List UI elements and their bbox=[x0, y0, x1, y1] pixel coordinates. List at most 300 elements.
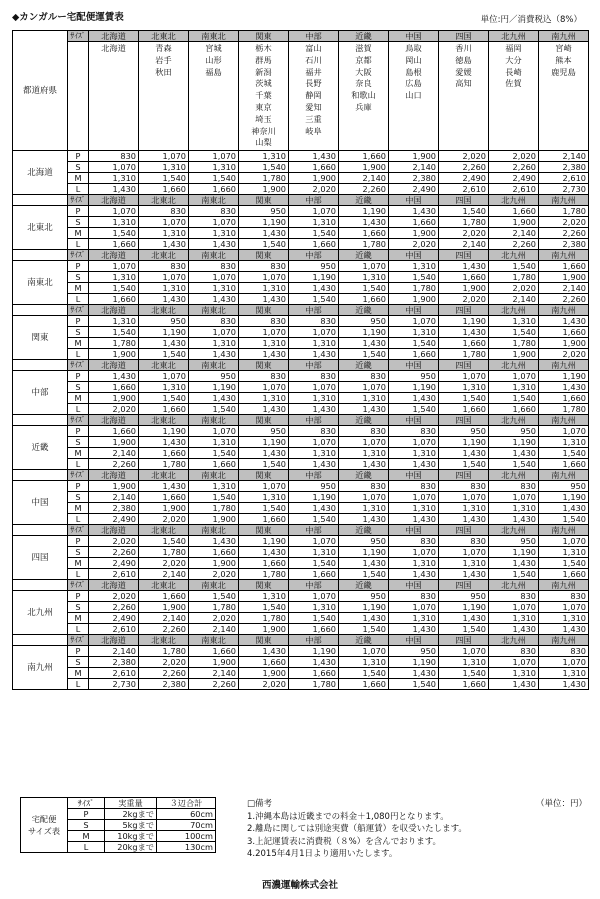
rate-cell: 1,070 bbox=[489, 492, 539, 503]
rate-cell: 1,310 bbox=[439, 382, 489, 393]
rate-cell: 1,310 bbox=[389, 448, 439, 459]
rate-cell: 1,190 bbox=[339, 206, 389, 217]
rate-cell: 1,310 bbox=[539, 547, 589, 558]
header-row bbox=[13, 580, 589, 591]
rate-cell: 1,310 bbox=[389, 613, 439, 624]
rate-cell: 1,540 bbox=[139, 349, 189, 360]
rate-cell: 1,430 bbox=[539, 382, 589, 393]
prefecture-name: 愛知 bbox=[305, 101, 322, 112]
blank-cell bbox=[68, 42, 89, 151]
rate-cell: 950 bbox=[189, 371, 239, 382]
rate-cell: 1,070 bbox=[239, 272, 289, 283]
destination-header: 関東 bbox=[239, 360, 289, 371]
rate-cell: 1,430 bbox=[339, 217, 389, 228]
destination-header: 北九州 bbox=[489, 580, 539, 591]
rate-cell: 1,780 bbox=[539, 404, 589, 415]
rate-cell: 1,430 bbox=[439, 613, 489, 624]
rate-cell: 950 bbox=[439, 426, 489, 437]
prefecture-name: 岐阜 bbox=[305, 125, 322, 136]
rate-cell: 1,660 bbox=[539, 459, 589, 470]
rate-cell: 1,190 bbox=[239, 536, 289, 547]
destination-header: 北九州 bbox=[489, 250, 539, 261]
size-code: M bbox=[68, 613, 89, 624]
size-code: M bbox=[68, 228, 89, 239]
rate-cell: 1,070 bbox=[289, 327, 339, 338]
rate-cell: 1,660 bbox=[339, 294, 389, 305]
rate-cell: 830 bbox=[189, 316, 239, 327]
rate-cell: 1,310 bbox=[289, 602, 339, 613]
rate-cell: 1,070 bbox=[289, 591, 339, 602]
size-code: L bbox=[68, 404, 89, 415]
rate-cell: 2,020 bbox=[139, 558, 189, 569]
prefecture-name: 熊本 bbox=[555, 54, 572, 65]
origin-name: 近畿 bbox=[13, 426, 68, 470]
prefecture-name: 山梨 bbox=[255, 137, 272, 148]
rate-cell: 1,310 bbox=[489, 503, 539, 514]
rate-row bbox=[13, 591, 589, 602]
rate-cell: 1,070 bbox=[539, 657, 589, 668]
destination-header: 四国 bbox=[439, 415, 489, 426]
rate-cell: 1,190 bbox=[139, 327, 189, 338]
rate-row bbox=[13, 437, 589, 448]
header-row bbox=[13, 250, 589, 261]
rate-cell: 1,540 bbox=[339, 624, 389, 635]
rate-cell: 1,430 bbox=[289, 459, 339, 470]
destination-header: 関東 bbox=[239, 305, 289, 316]
rate-cell: 950 bbox=[539, 481, 589, 492]
rate-cell: 1,430 bbox=[339, 404, 389, 415]
rate-row bbox=[13, 679, 589, 690]
rate-cell: 1,310 bbox=[389, 558, 439, 569]
rate-cell: 2,380 bbox=[139, 679, 189, 690]
prefecture-name: 福井 bbox=[305, 66, 322, 77]
rate-cell: 2,140 bbox=[89, 646, 139, 657]
rate-cell: 1,070 bbox=[139, 217, 189, 228]
destination-header: 中部 bbox=[289, 470, 339, 481]
destination-header: 近畿 bbox=[339, 360, 389, 371]
origin-name: 中部 bbox=[13, 371, 68, 415]
rate-row bbox=[13, 558, 589, 569]
rate-cell: 1,430 bbox=[239, 228, 289, 239]
rate-cell: 1,540 bbox=[539, 448, 589, 459]
rate-cell: 1,310 bbox=[339, 657, 389, 668]
size-code: L bbox=[68, 184, 89, 195]
rate-cell: 1,430 bbox=[489, 514, 539, 525]
rate-cell: 1,430 bbox=[139, 294, 189, 305]
rate-row bbox=[13, 503, 589, 514]
rate-cell: 830 bbox=[539, 591, 589, 602]
rate-cell: 2,610 bbox=[539, 173, 589, 184]
rate-cell: 1,430 bbox=[289, 283, 339, 294]
rate-cell: 1,190 bbox=[389, 382, 439, 393]
rate-cell: 1,310 bbox=[139, 382, 189, 393]
rate-cell: 1,540 bbox=[139, 536, 189, 547]
rate-cell: 1,540 bbox=[189, 448, 239, 459]
destination-header: 中部 bbox=[289, 525, 339, 536]
rate-cell: 1,780 bbox=[439, 349, 489, 360]
rate-cell: 2,140 bbox=[539, 283, 589, 294]
rate-cell: 1,540 bbox=[539, 514, 589, 525]
rate-cell: 2,490 bbox=[489, 173, 539, 184]
destination-header: 北九州 bbox=[489, 305, 539, 316]
size-code: S bbox=[68, 272, 89, 283]
rate-cell: 1,540 bbox=[139, 173, 189, 184]
header-row bbox=[13, 635, 589, 646]
destination-header: 中国 bbox=[389, 305, 439, 316]
blank-cell bbox=[13, 470, 68, 481]
size-code: L bbox=[68, 679, 89, 690]
size-code: M bbox=[68, 558, 89, 569]
rate-cell: 1,780 bbox=[89, 338, 139, 349]
rate-cell: 1,430 bbox=[289, 349, 339, 360]
rate-cell: 950 bbox=[239, 426, 289, 437]
rate-cell: 1,540 bbox=[89, 327, 139, 338]
rate-cell: 1,780 bbox=[139, 547, 189, 558]
rate-row bbox=[13, 536, 589, 547]
size-code: P bbox=[68, 646, 89, 657]
rate-cell: 1,190 bbox=[339, 547, 389, 558]
rate-cell: 1,540 bbox=[439, 459, 489, 470]
rate-cell: 1,540 bbox=[339, 283, 389, 294]
size-table-cell: 10kgまで bbox=[105, 831, 157, 842]
destination-header: 北海道 bbox=[89, 470, 139, 481]
prefecture-name: 茨城 bbox=[255, 78, 272, 89]
rate-cell: 2,730 bbox=[539, 184, 589, 195]
prefecture-name: 石川 bbox=[305, 54, 322, 65]
rate-cell: 1,540 bbox=[289, 558, 339, 569]
rate-cell: 1,310 bbox=[289, 393, 339, 404]
rate-cell: 1,540 bbox=[289, 613, 339, 624]
rate-cell: 830 bbox=[389, 536, 439, 547]
rate-cell: 1,540 bbox=[189, 591, 239, 602]
prefecture-list bbox=[489, 42, 539, 151]
rate-cell: 1,540 bbox=[439, 668, 489, 679]
rate-cell: 1,430 bbox=[539, 624, 589, 635]
size-code: P bbox=[68, 536, 89, 547]
notes bbox=[247, 798, 587, 861]
header-row bbox=[13, 305, 589, 316]
rate-cell: 1,310 bbox=[89, 217, 139, 228]
blank-cell bbox=[13, 415, 68, 426]
destination-header: 北東北 bbox=[139, 305, 189, 316]
rate-cell: 1,780 bbox=[189, 503, 239, 514]
rate-cell: 1,430 bbox=[489, 448, 539, 459]
destination-header: 四国 bbox=[439, 635, 489, 646]
rate-cell: 1,660 bbox=[89, 426, 139, 437]
destination-header: 中部 bbox=[289, 305, 339, 316]
rate-cell: 1,190 bbox=[439, 602, 489, 613]
rate-cell: 2,140 bbox=[389, 162, 439, 173]
rate-row bbox=[13, 272, 589, 283]
destination-header: 関東 bbox=[239, 31, 289, 42]
rate-cell: 1,430 bbox=[339, 338, 389, 349]
rate-cell: 1,430 bbox=[439, 514, 489, 525]
rate-cell: 1,430 bbox=[439, 261, 489, 272]
header-row bbox=[13, 31, 589, 42]
rate-cell: 1,430 bbox=[239, 294, 289, 305]
rate-cell: 1,900 bbox=[89, 393, 139, 404]
rate-cell: 1,780 bbox=[189, 602, 239, 613]
rate-cell: 1,660 bbox=[239, 558, 289, 569]
rate-cell: 1,190 bbox=[539, 371, 589, 382]
prefecture-name: 青森 bbox=[155, 43, 172, 53]
size-code: M bbox=[68, 393, 89, 404]
rate-cell: 830 bbox=[489, 646, 539, 657]
rate-cell: 2,020 bbox=[89, 591, 139, 602]
prefecture-name: 徳島 bbox=[455, 54, 472, 65]
rate-cell: 2,610 bbox=[489, 184, 539, 195]
rate-cell: 1,540 bbox=[189, 404, 239, 415]
rate-cell: 830 bbox=[389, 481, 439, 492]
rate-cell: 1,070 bbox=[289, 382, 339, 393]
prefecture-name: 宮城 bbox=[205, 43, 222, 53]
rate-cell: 1,540 bbox=[439, 206, 489, 217]
rate-cell: 2,020 bbox=[539, 349, 589, 360]
destination-header: 南九州 bbox=[539, 415, 589, 426]
rate-cell: 1,190 bbox=[289, 492, 339, 503]
rate-cell: 1,660 bbox=[239, 657, 289, 668]
rate-cell: 1,070 bbox=[189, 327, 239, 338]
rate-cell: 1,190 bbox=[289, 272, 339, 283]
rate-cell: 830 bbox=[289, 371, 339, 382]
rate-cell: 1,900 bbox=[539, 338, 589, 349]
size-table-cell: 60cm bbox=[157, 809, 216, 820]
rate-cell: 1,070 bbox=[389, 547, 439, 558]
size-code: M bbox=[68, 173, 89, 184]
rate-cell: 1,310 bbox=[389, 327, 439, 338]
size-table-cell: 20kgまで bbox=[105, 842, 157, 853]
rate-row bbox=[13, 327, 589, 338]
size-table-label-line: サイズ表 bbox=[27, 826, 61, 836]
prefecture-name: 神奈川 bbox=[251, 125, 276, 136]
prefecture-name: 香川 bbox=[455, 43, 472, 53]
origin-name: 関東 bbox=[13, 316, 68, 360]
rate-cell: 1,900 bbox=[439, 283, 489, 294]
prefecture-list bbox=[89, 42, 139, 151]
destination-header: 中部 bbox=[289, 250, 339, 261]
rate-cell: 950 bbox=[239, 206, 289, 217]
rate-cell: 1,660 bbox=[539, 569, 589, 580]
rate-cell: 2,490 bbox=[89, 514, 139, 525]
rate-cell: 1,540 bbox=[489, 327, 539, 338]
rate-cell: 1,190 bbox=[289, 646, 339, 657]
rate-cell: 1,540 bbox=[239, 602, 289, 613]
destination-header: 北東北 bbox=[139, 415, 189, 426]
blank-cell bbox=[13, 305, 68, 316]
destination-header: 北九州 bbox=[489, 195, 539, 206]
rate-cell: 1,310 bbox=[389, 261, 439, 272]
origin-name: 南東北 bbox=[13, 261, 68, 305]
rate-cell: 2,260 bbox=[89, 602, 139, 613]
rate-cell: 1,540 bbox=[439, 393, 489, 404]
rate-cell: 1,070 bbox=[439, 547, 489, 558]
size-table-cell: S bbox=[68, 820, 105, 831]
rate-cell: 1,900 bbox=[389, 228, 439, 239]
size-code: L bbox=[68, 459, 89, 470]
rate-cell: 1,540 bbox=[389, 404, 439, 415]
rate-cell: 1,070 bbox=[239, 382, 289, 393]
destination-header: 四国 bbox=[439, 525, 489, 536]
size-header: ｻｲｽﾞ bbox=[68, 525, 89, 536]
rate-cell: 1,660 bbox=[89, 294, 139, 305]
size-header: ｻｲｽﾞ bbox=[68, 470, 89, 481]
rate-cell: 950 bbox=[289, 261, 339, 272]
destination-header: 北海道 bbox=[89, 31, 139, 42]
size-table-header: 実重量 bbox=[105, 798, 157, 809]
rate-cell: 1,660 bbox=[139, 591, 189, 602]
destination-header: 関東 bbox=[239, 250, 289, 261]
rate-cell: 1,070 bbox=[189, 426, 239, 437]
rate-cell: 830 bbox=[339, 481, 389, 492]
rate-cell: 2,260 bbox=[89, 459, 139, 470]
prefecture-name: 東京 bbox=[255, 101, 272, 112]
destination-header: 関東 bbox=[239, 195, 289, 206]
destination-header: 関東 bbox=[239, 525, 289, 536]
prefecture-name: 岡山 bbox=[405, 54, 422, 65]
destination-header: 南九州 bbox=[539, 635, 589, 646]
rate-cell: 1,660 bbox=[539, 261, 589, 272]
rate-cell: 1,540 bbox=[239, 459, 289, 470]
rate-cell: 1,070 bbox=[339, 382, 389, 393]
size-code: S bbox=[68, 657, 89, 668]
destination-header: 南九州 bbox=[539, 525, 589, 536]
prefecture-name: 滋賀 bbox=[355, 43, 372, 53]
destination-header: 中国 bbox=[389, 580, 439, 591]
destination-header: 南九州 bbox=[539, 31, 589, 42]
rate-cell: 2,380 bbox=[539, 239, 589, 250]
rate-row bbox=[13, 338, 589, 349]
rate-cell: 1,430 bbox=[289, 404, 339, 415]
prefecture-name: 北海道 bbox=[101, 43, 126, 53]
rate-cell: 1,430 bbox=[389, 668, 439, 679]
rate-row bbox=[13, 547, 589, 558]
rate-cell: 1,070 bbox=[389, 602, 439, 613]
rate-cell: 1,780 bbox=[339, 239, 389, 250]
prefecture-name: 宮崎 bbox=[555, 43, 572, 53]
destination-header: 南九州 bbox=[539, 580, 589, 591]
prefecture-name: 広島 bbox=[405, 78, 422, 89]
rate-cell: 1,900 bbox=[89, 437, 139, 448]
destination-header: 四国 bbox=[439, 195, 489, 206]
size-code: P bbox=[68, 206, 89, 217]
header-row bbox=[13, 525, 589, 536]
size-code: L bbox=[68, 624, 89, 635]
header-row bbox=[13, 360, 589, 371]
rate-cell: 2,380 bbox=[89, 503, 139, 514]
destination-header: 南東北 bbox=[189, 635, 239, 646]
prefecture-name: 鳥取 bbox=[405, 43, 422, 53]
rate-cell: 1,310 bbox=[239, 283, 289, 294]
destination-header: 中国 bbox=[389, 31, 439, 42]
rate-cell: 1,660 bbox=[539, 393, 589, 404]
rate-cell: 1,660 bbox=[139, 448, 189, 459]
size-code: S bbox=[68, 547, 89, 558]
rate-cell: 1,310 bbox=[239, 338, 289, 349]
destination-header: 北九州 bbox=[489, 470, 539, 481]
prefecture-name: 奈良 bbox=[355, 78, 372, 89]
blank-cell bbox=[13, 635, 68, 646]
rate-cell: 1,430 bbox=[289, 503, 339, 514]
rate-cell: 1,310 bbox=[139, 162, 189, 173]
rate-cell: 1,900 bbox=[489, 349, 539, 360]
rate-cell: 1,780 bbox=[139, 646, 189, 657]
prefecture-list bbox=[439, 42, 489, 151]
destination-header: 南九州 bbox=[539, 470, 589, 481]
rate-cell: 1,310 bbox=[439, 558, 489, 569]
size-header: ｻｲｽﾞ bbox=[68, 195, 89, 206]
rate-cell: 1,780 bbox=[489, 338, 539, 349]
rate-cell: 2,260 bbox=[89, 547, 139, 558]
rate-row bbox=[13, 602, 589, 613]
rate-cell: 1,780 bbox=[439, 217, 489, 228]
rate-cell: 1,780 bbox=[239, 569, 289, 580]
rate-cell: 1,900 bbox=[389, 294, 439, 305]
rate-cell: 1,430 bbox=[239, 349, 289, 360]
rate-cell: 2,020 bbox=[189, 569, 239, 580]
rate-cell: 830 bbox=[239, 316, 289, 327]
rate-cell: 2,020 bbox=[539, 217, 589, 228]
rate-cell: 2,260 bbox=[439, 162, 489, 173]
origin-name: 北海道 bbox=[13, 151, 68, 195]
rate-cell: 2,610 bbox=[439, 184, 489, 195]
size-code: M bbox=[68, 668, 89, 679]
rate-row bbox=[13, 459, 589, 470]
rate-cell: 1,430 bbox=[239, 646, 289, 657]
unit-label: 単位:円／消費税込（8%） bbox=[480, 15, 582, 25]
rate-cell: 1,780 bbox=[489, 272, 539, 283]
rate-cell: 2,260 bbox=[339, 184, 389, 195]
size-code: L bbox=[68, 239, 89, 250]
rate-row bbox=[13, 382, 589, 393]
rate-cell: 1,430 bbox=[239, 404, 289, 415]
rate-cell: 1,190 bbox=[489, 547, 539, 558]
rate-cell: 1,540 bbox=[489, 569, 539, 580]
rate-cell: 1,070 bbox=[289, 206, 339, 217]
rate-cell: 1,660 bbox=[139, 404, 189, 415]
rate-row bbox=[13, 173, 589, 184]
rate-cell: 950 bbox=[439, 591, 489, 602]
size-header: ｻｲｽﾞ bbox=[68, 31, 89, 42]
rate-cell: 830 bbox=[439, 536, 489, 547]
rate-cell: 2,260 bbox=[539, 294, 589, 305]
rate-cell: 1,310 bbox=[539, 437, 589, 448]
rate-cell: 1,540 bbox=[489, 459, 539, 470]
rate-cell: 2,610 bbox=[89, 668, 139, 679]
rate-cell: 1,430 bbox=[539, 679, 589, 690]
rate-cell: 830 bbox=[339, 426, 389, 437]
rate-cell: 1,310 bbox=[289, 338, 339, 349]
rate-cell: 830 bbox=[539, 646, 589, 657]
rate-cell: 2,610 bbox=[89, 624, 139, 635]
rate-cell: 1,780 bbox=[389, 283, 439, 294]
rate-cell: 950 bbox=[139, 316, 189, 327]
rate-cell: 1,660 bbox=[439, 338, 489, 349]
destination-header: 北東北 bbox=[139, 635, 189, 646]
rate-row bbox=[13, 393, 589, 404]
rate-cell: 1,660 bbox=[339, 228, 389, 239]
rate-cell: 1,900 bbox=[139, 602, 189, 613]
rate-cell: 1,900 bbox=[489, 217, 539, 228]
rate-cell: 950 bbox=[339, 536, 389, 547]
prefecture-name: 福岡 bbox=[505, 43, 522, 53]
size-table-cell: 130cm bbox=[157, 842, 216, 853]
rate-cell: 1,310 bbox=[139, 228, 189, 239]
prefecture-list bbox=[389, 42, 439, 151]
size-table-cell: 2kgまで bbox=[105, 809, 157, 820]
destination-header: 中国 bbox=[389, 635, 439, 646]
destination-header: 中部 bbox=[289, 635, 339, 646]
rate-cell: 1,540 bbox=[89, 228, 139, 239]
